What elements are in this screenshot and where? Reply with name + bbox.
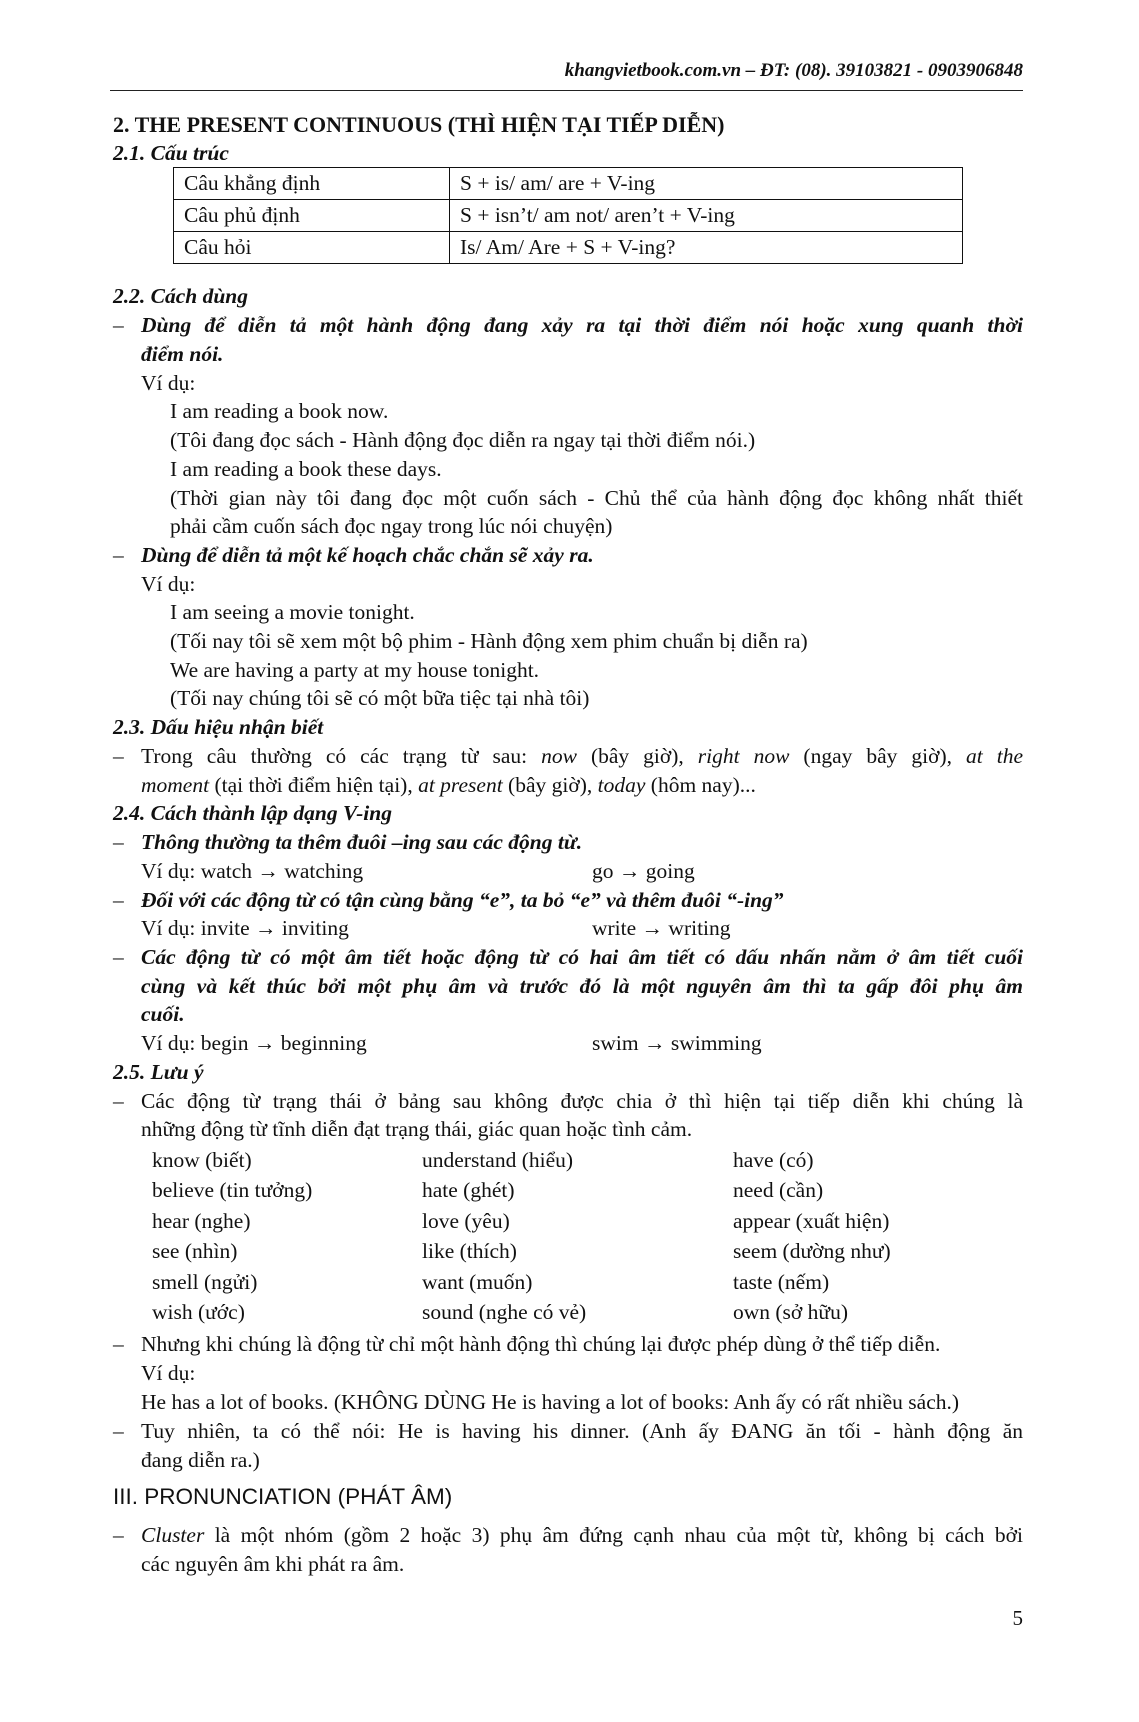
dash-bullet: – xyxy=(113,945,124,969)
dash-bullet: – xyxy=(113,744,124,768)
example-sentence: I am seeing a movie tonight. xyxy=(170,600,415,624)
example-label: Ví dụ: xyxy=(141,371,196,395)
ving-example: swim → swimming xyxy=(592,1031,762,1055)
ving-rule-3-line: cùng và kết thúc bởi một phụ âm và trước đó là một nguyên âm thì ta gấp đôi phụ âm xyxy=(141,974,1023,998)
dash-bullet: – xyxy=(113,313,124,337)
list-item: own (sở hữu) xyxy=(733,1300,848,1324)
adverb-at-present: at present xyxy=(418,773,503,797)
note-1-line: Các động từ trạng thái ở bảng sau không được chia ở thì hiện tại tiếp diễn khi chúng là xyxy=(141,1089,1023,1113)
text-run: (tại thời điểm hiện tại), xyxy=(209,773,419,797)
ving-example: go → going xyxy=(592,859,695,883)
list-item: need (cần) xyxy=(733,1178,824,1202)
ving-rule-3-line: Các động từ có một âm tiết hoặc động từ có hai âm tiết có dấu nhấn nằm ở âm tiết cuối xyxy=(141,945,1023,969)
ving-example: Ví dụ: invite → inviting xyxy=(141,916,349,940)
list-item: like (thích) xyxy=(422,1239,517,1263)
subheading-ving-formation: 2.4. Cách thành lập dạng V-ing xyxy=(113,801,392,825)
dash-bullet: – xyxy=(113,1332,124,1356)
cluster-definition-line: các nguyên âm khi phát ra âm. xyxy=(141,1552,405,1576)
adverb-today: today xyxy=(597,773,646,797)
example-translation: (Tối nay chúng tôi sẽ có một bữa tiệc tại nhà tôi) xyxy=(170,686,590,710)
usage-1-line: Dùng để diễn tả một hành động đang xảy ra tại thời điểm nói hoặc xung quanh thời xyxy=(141,313,1023,337)
list-item: sound (nghe có vẻ) xyxy=(422,1300,587,1324)
list-item: have (có) xyxy=(733,1148,814,1172)
example-label: Ví dụ: xyxy=(141,1361,196,1385)
term-cluster: Cluster xyxy=(141,1523,205,1547)
adverb-right-now: right now xyxy=(697,744,790,768)
ving-rule-1: Thông thường ta thêm đuôi –ing sau các động từ. xyxy=(141,830,583,854)
note-3-line: đang diễn ra.) xyxy=(141,1448,260,1472)
example-translation: (Thời gian này tôi đang đọc một cuốn sách - Chủ thể của hành động đọc không nhất thiết xyxy=(170,486,1023,510)
list-item: hate (ghét) xyxy=(422,1178,515,1202)
table-cell: Is/ Am/ Are + S + V-ing? xyxy=(450,232,963,264)
list-item: taste (nếm) xyxy=(733,1270,830,1294)
signal-words-line xyxy=(141,773,756,799)
example-sentence: I am reading a book these days. xyxy=(170,457,442,481)
list-item: wish (ước) xyxy=(152,1300,245,1324)
structure-table xyxy=(173,167,963,264)
list-item: see (nhìn) xyxy=(152,1239,238,1263)
text-run: (hôm nay)... xyxy=(645,773,756,797)
subheading-structure: 2.1. Cấu trúc xyxy=(113,141,229,165)
adverb-at-the-moment: moment xyxy=(141,773,210,797)
example-label: Ví dụ: xyxy=(141,572,196,596)
text-run: là một nhóm (gồm 2 hoặc 3) phụ âm đứng cạnh nhau của một từ, không bị cách bởi xyxy=(204,1523,1023,1547)
note-2-line: Nhưng khi chúng là động từ chỉ một hành động thì chúng lại được phép dùng ở thể tiếp diễn. xyxy=(141,1332,941,1356)
list-item: know (biết) xyxy=(152,1148,252,1172)
adverb-now: now xyxy=(541,744,577,768)
ving-example: Ví dụ: begin → beginning xyxy=(141,1031,367,1055)
note-2-example: He has a lot of books. (KHÔNG DÙNG He is having a lot of books: Anh ấy có rất nhiều sách.) xyxy=(141,1390,960,1414)
running-header: khangvietbook.com.vn – ĐT: (08). 39103821 - 0903906848 xyxy=(564,60,1023,81)
dash-bullet: – xyxy=(113,543,124,567)
list-item: want (muốn) xyxy=(422,1270,533,1294)
list-item: love (yêu) xyxy=(422,1209,510,1233)
table-row xyxy=(174,168,963,200)
list-item: believe (tin tưởng) xyxy=(152,1178,313,1202)
example-translation: phải cầm cuốn sách đọc ngay trong lúc nói chuyện) xyxy=(170,514,613,538)
dash-bullet: – xyxy=(113,1419,124,1443)
example-translation: (Tối nay tôi sẽ xem một bộ phim - Hành động xem phim chuẩn bị diễn ra) xyxy=(170,629,808,653)
text-run: (bây giờ), xyxy=(576,744,698,768)
adverb-at-the-moment: at the xyxy=(966,744,1023,768)
example-sentence: We are having a party at my house tonight. xyxy=(170,658,540,682)
subheading-signals: 2.3. Dấu hiệu nhận biết xyxy=(113,715,324,739)
ving-rule-2: Đối với các động từ có tận cùng bằng “e”, ta bỏ “e” và thêm đuôi “-ing” xyxy=(141,888,784,912)
header-rule xyxy=(110,90,1023,91)
cluster-definition-line xyxy=(141,1523,1023,1549)
dash-bullet: – xyxy=(113,1523,124,1547)
table-cell: S + is/ am/ are + V-ing xyxy=(450,168,963,200)
page-number: 5 xyxy=(1012,1606,1023,1630)
example-sentence: I am reading a book now. xyxy=(170,399,389,423)
ving-rule-3-line: cuối. xyxy=(141,1002,185,1026)
table-cell: Câu hỏi xyxy=(174,232,450,264)
subheading-notes: 2.5. Lưu ý xyxy=(113,1060,204,1084)
list-item: seem (dường như) xyxy=(733,1239,891,1263)
example-translation: (Tôi đang đọc sách - Hành động đọc diễn ra ngay tại thời điểm nói.) xyxy=(170,428,756,452)
section-title-present-continuous: 2. THE PRESENT CONTINUOUS (THÌ HIỆN TẠI TIẾP DIỄN) xyxy=(113,112,725,137)
dash-bullet: – xyxy=(113,830,124,854)
dash-bullet: – xyxy=(113,888,124,912)
list-item: understand (hiểu) xyxy=(422,1148,574,1172)
note-1-line: những động từ tĩnh diễn đạt trạng thái, giác quan hoặc tình cảm. xyxy=(141,1117,693,1141)
table-row xyxy=(174,232,963,264)
ving-example: write → writing xyxy=(592,916,731,940)
note-3-line: Tuy nhiên, ta có thể nói: He is having his dinner. (Anh ấy ĐANG ăn tối - hành động ăn xyxy=(141,1419,1023,1443)
text-run: (ngay bây giờ), xyxy=(789,744,967,768)
usage-2-line: Dùng để diễn tả một kế hoạch chắc chắn sẽ xảy ra. xyxy=(141,543,594,567)
table-cell: Câu khẳng định xyxy=(174,168,450,200)
list-item: appear (xuất hiện) xyxy=(733,1209,890,1233)
list-item: hear (nghe) xyxy=(152,1209,251,1233)
list-item: smell (ngửi) xyxy=(152,1270,258,1294)
section-title-pronunciation: III. PRONUNCIATION (PHÁT ÂM) xyxy=(113,1484,453,1509)
table-cell: Câu phủ định xyxy=(174,200,450,232)
table-cell: S + isn’t/ am not/ aren’t + V-ing xyxy=(450,200,963,232)
usage-1-line: điểm nói. xyxy=(141,342,224,366)
table-row xyxy=(174,200,963,232)
dash-bullet: – xyxy=(113,1089,124,1113)
text-run: (bây giờ), xyxy=(502,773,598,797)
ving-example: Ví dụ: watch → watching xyxy=(141,859,364,883)
text-run: Trong câu thường có các trạng từ sau: xyxy=(141,744,542,768)
signal-words-line xyxy=(141,744,1023,770)
subheading-usage: 2.2. Cách dùng xyxy=(113,284,249,308)
